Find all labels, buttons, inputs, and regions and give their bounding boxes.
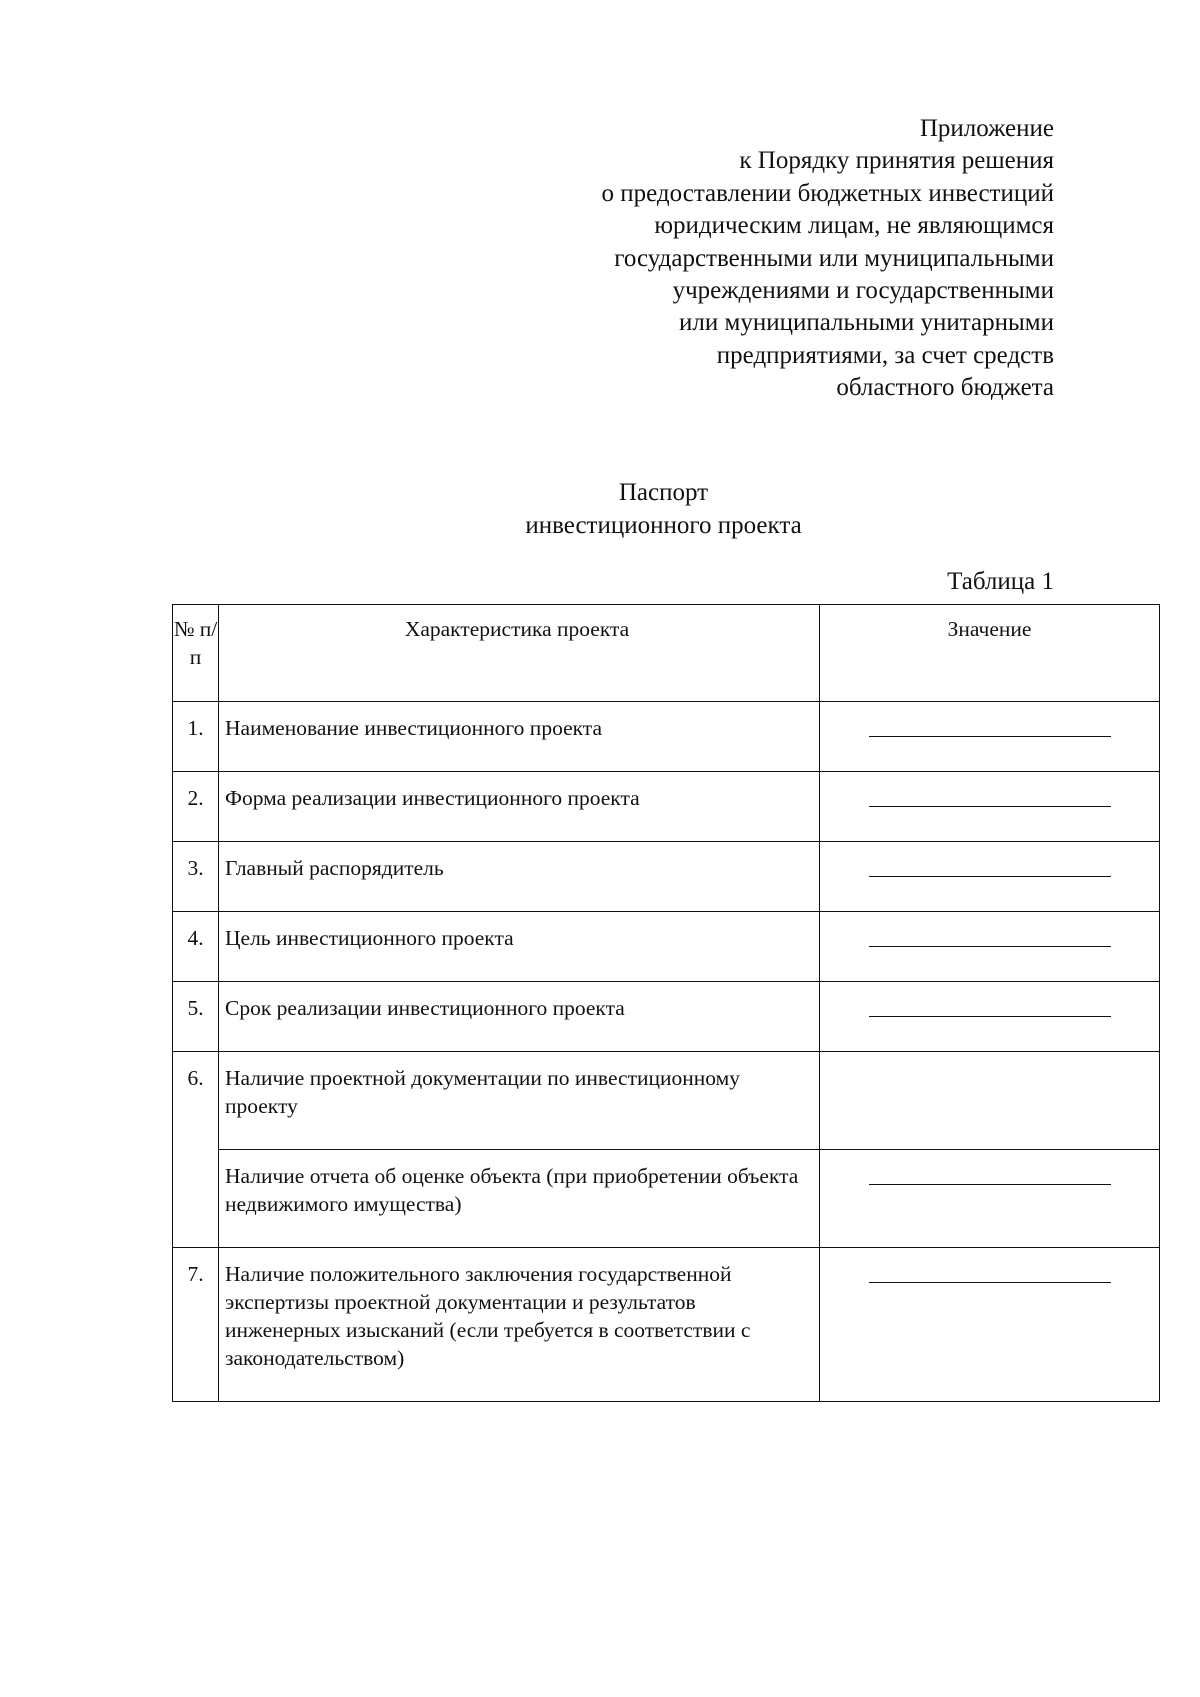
row-characteristic: Наименование инвестиционного проекта — [219, 702, 820, 772]
appendix-header — [601, 113, 1054, 405]
document-title — [0, 476, 1200, 542]
table-subrow — [173, 1150, 1160, 1248]
appendix-line: областного бюджета — [836, 374, 1054, 402]
row-characteristic: Форма реализации инвестиционного проекта — [219, 772, 820, 842]
row-num: 3. — [173, 842, 219, 912]
row-characteristic: Наличие отчета об оценке объекта (при приобретении объекта недвижимого имущества) — [219, 1150, 820, 1248]
value-cell[interactable] — [820, 772, 1160, 842]
table-row — [173, 842, 1160, 912]
value-cell[interactable] — [820, 982, 1160, 1052]
row-num: 7. — [173, 1248, 219, 1402]
row-characteristic: Цель инвестиционного проекта — [219, 912, 820, 982]
table-header-row — [173, 605, 1160, 702]
appendix-line: юридическим лицам, не являющимся — [654, 212, 1054, 240]
row-num: 5. — [173, 982, 219, 1052]
table-row — [173, 772, 1160, 842]
value-blank-line[interactable] — [869, 1162, 1111, 1185]
value-cell[interactable] — [820, 1248, 1160, 1402]
value-blank-line[interactable] — [869, 784, 1111, 807]
value-cell[interactable] — [820, 1150, 1160, 1248]
table-row — [173, 1052, 1160, 1150]
row-num: 1. — [173, 702, 219, 772]
header-value: Значение — [820, 605, 1160, 702]
row-characteristic: Наличие положительного заключения государственной экспертизы проектной документации и результатов инженерных изысканий (если требуется в соответствии с законодательством) — [219, 1248, 820, 1402]
value-blank-line[interactable] — [869, 854, 1111, 877]
header-characteristic: Характеристика проекта — [219, 605, 820, 702]
appendix-line: государственными или муниципальными — [614, 244, 1054, 272]
table-row — [173, 1248, 1160, 1402]
value-blank-line[interactable] — [869, 994, 1111, 1017]
row-characteristic: Главный распорядитель — [219, 842, 820, 912]
value-blank-line[interactable] — [869, 1260, 1111, 1283]
table-row — [173, 912, 1160, 982]
appendix-line: к Порядку принятия решения — [739, 147, 1054, 175]
value-cell[interactable] — [820, 842, 1160, 912]
appendix-line: предприятиями, за счет средств — [716, 341, 1054, 369]
appendix-line: о предоставлении бюджетных инвестиций — [601, 179, 1054, 207]
value-cell-empty — [820, 1052, 1160, 1150]
title-line-2: инвестиционного проекта — [525, 512, 802, 539]
value-blank-line[interactable] — [869, 714, 1111, 737]
value-cell[interactable] — [820, 912, 1160, 982]
appendix-line: Приложение — [919, 115, 1054, 142]
appendix-line: учреждениями и государственными — [672, 277, 1054, 305]
value-cell[interactable] — [820, 702, 1160, 772]
row-characteristic: Срок реализации инвестиционного проекта — [219, 982, 820, 1052]
passport-table — [172, 604, 1160, 1402]
header-num: № п/п — [173, 605, 219, 702]
title-line-1: Паспорт — [618, 479, 709, 506]
value-blank-line[interactable] — [869, 924, 1111, 947]
table-row — [173, 982, 1160, 1052]
appendix-line: или муниципальными унитарными — [679, 309, 1054, 337]
row-num: 4. — [173, 912, 219, 982]
row-num: 2. — [173, 772, 219, 842]
row-characteristic: Наличие проектной документации по инвестиционному проекту — [219, 1052, 820, 1150]
table-row — [173, 702, 1160, 772]
row-num: 6. — [173, 1052, 219, 1248]
table-label: Таблица 1 — [947, 568, 1054, 595]
